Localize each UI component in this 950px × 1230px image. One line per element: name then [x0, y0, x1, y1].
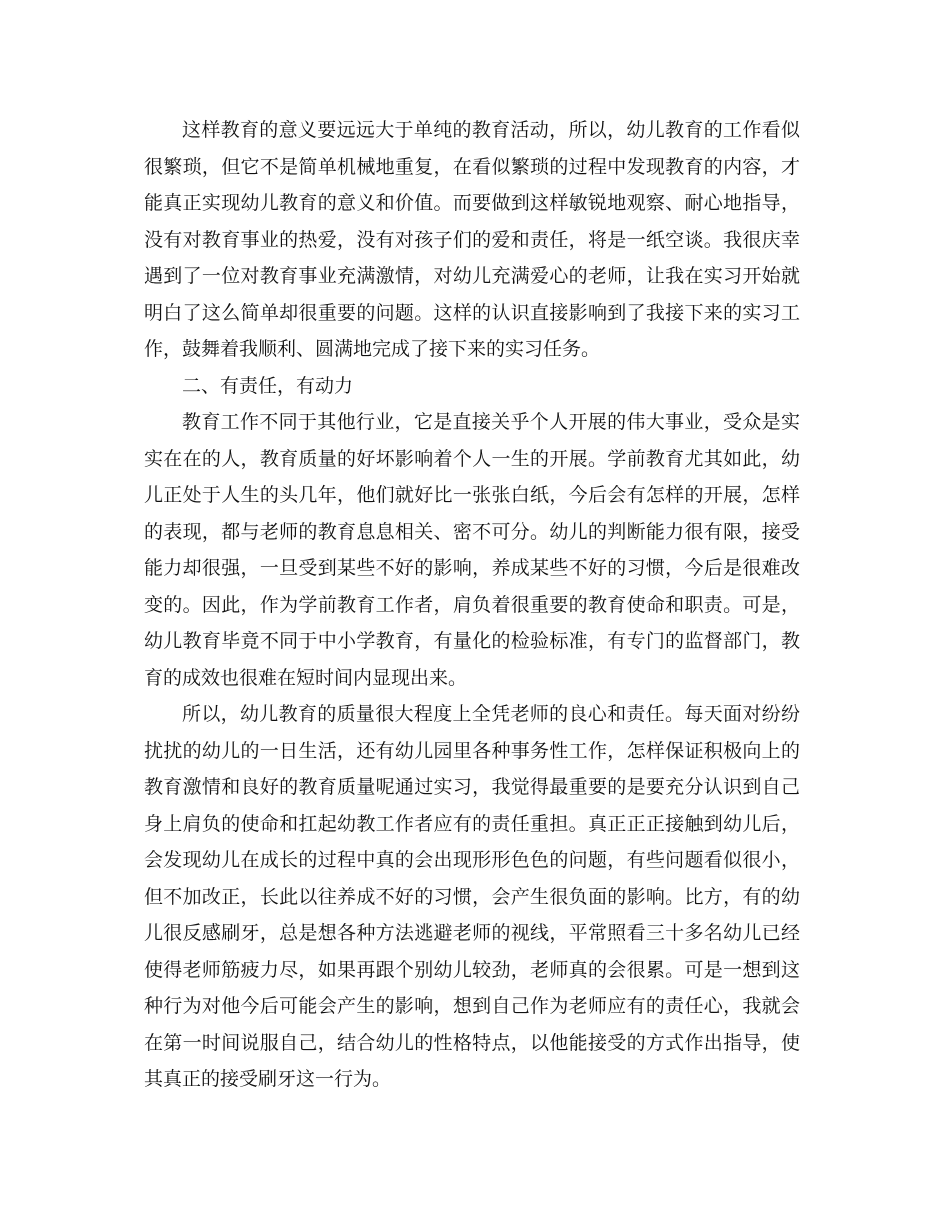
document-page — [144, 112, 800, 1098]
paragraph-1: 这样教育的意义要远远大于单纯的教育活动，所以，幼儿教育的工作看似很繁琐，但它不是简单机械地重复，在看似繁琐的过程中发现教育的内容，才能真正实现幼儿教育的意义和价值。而要做到这样敏锐地观察、耐心地指导，没有对教育事业的热爱，没有对孩子们的爱和责任，将是一纸空谈。我很庆幸遇到了一位对教育事业充满激情，对幼儿充满爱心的老师，让我在实习开始就明白了这么简单却很重要的问题。这样的认识直接影响到了我接下来的实习工作，鼓舞着我顺利、圆满地完成了接下来的实习任务。 — [144, 119, 800, 360]
paragraph-2: 教育工作不同于其他行业，它是直接关乎个人开展的伟大事业，受众是实实在在的人，教育质量的好坏影响着个人一生的开展。学前教育尤其如此，幼儿正处于人生的头几年，他们就好比一张张白纸，今后会有怎样的开展，怎样的表现，都与老师的教育息息相关、密不可分。幼儿的判断能力很有限，接受能力却很强，一旦受到某些不好的影响，养成某些不好的习惯，今后是很难改变的。因此，作为学前教育工作者，肩负着很重要的教育使命和职责。可是，幼儿教育毕竟不同于中小学教育，有量化的检验标准，有专门的监督部门，教育的成效也很难在短时间内显现出来。 — [144, 411, 800, 689]
paragraph-3: 所以，幼儿教育的质量很大程度上全凭老师的良心和责任。每天面对纷纷扰扰的幼儿的一日生活，还有幼儿园里各种事务性工作，怎样保证积极向上的教育激情和良好的教育质量呢通过实习，我觉得最重要的是要充分认识到自己身上肩负的使命和扛起幼教工作者应有的责任重担。真正正正接触到幼儿后，会发现幼儿在成长的过程中真的会出现形形色色的问题，有些问题看似很小，但不加改正，长此以往养成不好的习惯，会产生很负面的影响。比方，有的幼儿很反感刷牙，总是想各种方法逃避老师的视线，平常照看三十多名幼儿已经使得老师筋疲力尽，如果再跟个别幼儿较劲，老师真的会很累。可是一想到这种行为对他今后可能会产生的影响，想到自己作为老师应有的责任心，我就会在第一时间说服自己，结合幼儿的性格特点，以他能接受的方式作出指导，使其真正的接受刷牙这一行为。 — [144, 703, 800, 1090]
section-heading: 二、有责任，有动力 — [182, 374, 354, 397]
